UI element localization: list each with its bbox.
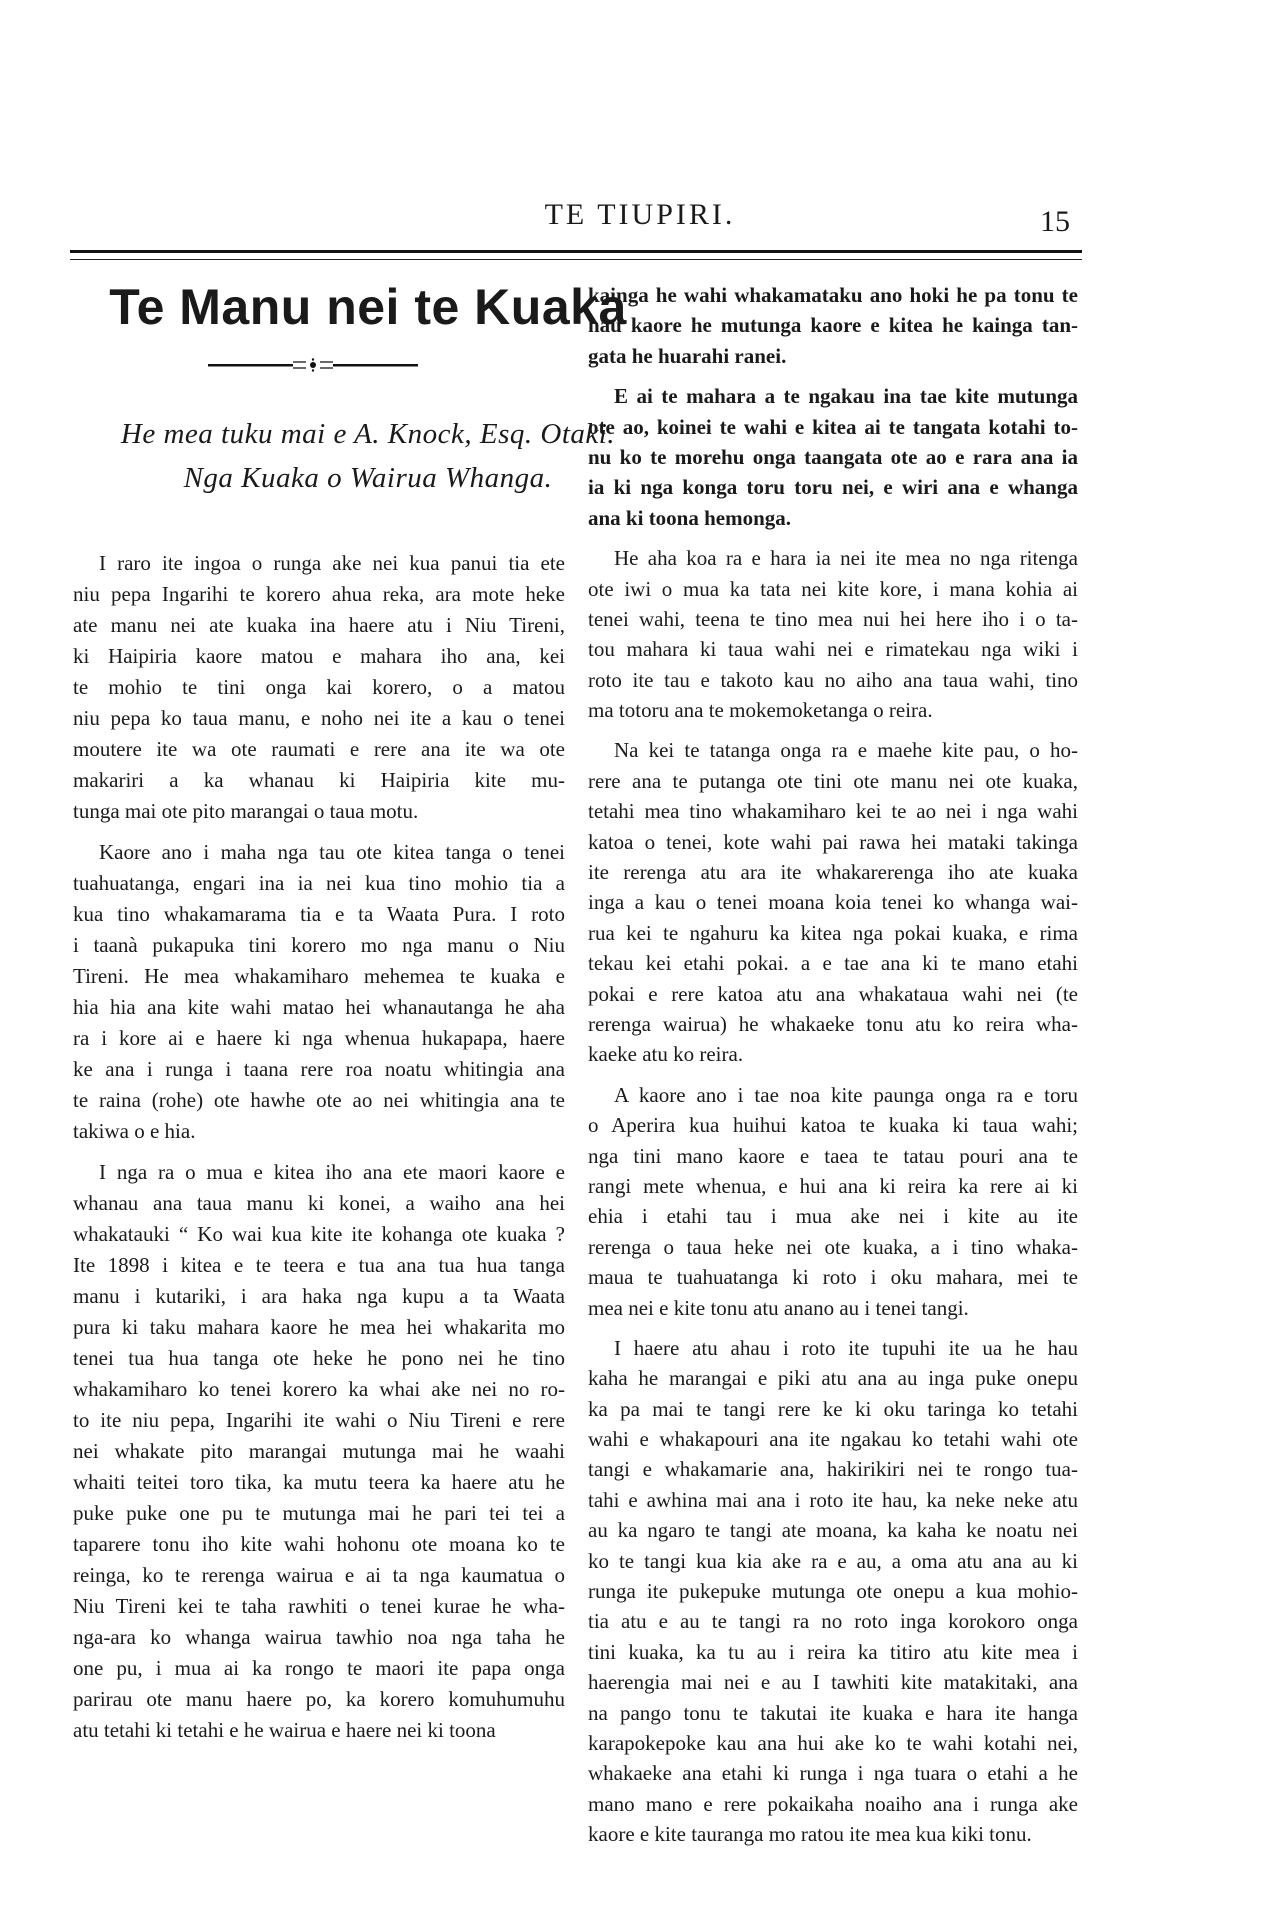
text-line: nga-ara ko whanga wairua tawhio noa nga taha he [73, 1625, 565, 1649]
text-line: Na kei te tatanga onga ra e maehe kite pau, o ho- [614, 738, 1078, 763]
text-line: kaeke atu ko reira. [588, 1042, 744, 1067]
paragraph [73, 837, 565, 1147]
text-line: atu tetahi ki tetahi e he wairua e haere nei ki toona [73, 1718, 496, 1742]
text-line: o Aperira kua huihui katoa te kuaka ki taua wahi; [588, 1113, 1078, 1138]
text-line: ote iwi o mua ka tata nei kite kore, i mana kohia ai [588, 576, 1078, 601]
text-line: au ka ngaro te tangi ate moana, ka kaha ke noatu nei [588, 1518, 1078, 1543]
text-line: ma totoru ana te mokemoketanga o reira. [588, 698, 933, 723]
text-line: puke puke one pu te mutunga mai he pari tei tei a [73, 1501, 565, 1525]
text-line: tou mahara ki taua wahi nei e rimatekau nga wiki i [588, 637, 1078, 662]
text-line: nga tini mano kaore e taea te tatau pouri ana te [588, 1143, 1078, 1168]
text-line: tini kuaka, ka tu au i reira ka titiro atu kite mea i [588, 1639, 1078, 1664]
article-title: Te Manu nei te Kuaka [109, 279, 627, 335]
paragraph [588, 1080, 1078, 1323]
text-line: tenei wahi, teena te tino mea nui hei here iho i o ta- [588, 606, 1078, 631]
text-line: pura ki taku mahara kaore he mea hei whakarita mo [73, 1315, 565, 1339]
header-rule-thick [70, 250, 1082, 253]
text-line: whanau ana taua manu ki konei, a waiho ana hei [73, 1191, 565, 1215]
text-line: kua tino whakamarama tia e ta Waata Pura. I roto [73, 902, 565, 926]
text-line: karapokepoke kau ana hui ake ko te wahi kotahi nei, [588, 1730, 1078, 1755]
text-line: tia atu e au te tangi ra no roto inga korokoro onga [588, 1609, 1078, 1634]
text-line: hau kaore he mutunga kaore e kitea he kainga tan- [588, 313, 1078, 338]
text-line: niu pepa ko taua manu, e noho nei ite a kau o tenei [73, 706, 565, 730]
text-line: I haere atu ahau i roto ite tupuhi ite ua he hau [614, 1335, 1078, 1360]
text-line: rerenga o taua heke nei ote kuaka, a i tino whaka- [588, 1234, 1078, 1259]
text-line: E ai te mahara a te ngakau ina tae kite mutunga [614, 384, 1078, 409]
text-line: kaha he marangai e piki atu ana au inga puke onepu [588, 1366, 1078, 1391]
text-line: rangi mete whenua, e hui ana ki reira ka rere ai ki [588, 1173, 1078, 1198]
text-line: taparere tonu iho kite wahi hohonu ote moana ko te [73, 1532, 565, 1556]
text-line: roto ite tau e takoto kau no aiho ana taua wahi, tino [588, 667, 1078, 692]
article-subtitle: Nga Kuaka o Wairua Whanga. [183, 462, 553, 494]
text-line: maua te tuahuatanga ki roto i oku mahara, mei te [588, 1265, 1078, 1290]
text-line: I raro ite ingoa o runga ake nei kua panui tia ete [99, 551, 565, 575]
text-line: kaore e kite tauranga mo ratou ite mea kua kiki tonu. [588, 1822, 1032, 1847]
ornament-divider-icon [208, 358, 418, 372]
text-line: rere ana te putanga ote tini ote manu nei ote kuaka, [588, 768, 1078, 793]
text-line: na pango tonu te takutai ite kuaka e hara ite hanga [588, 1700, 1078, 1725]
text-line: tenei tua hua tanga ote heke he pono nei he tino [73, 1346, 565, 1370]
paragraph [588, 543, 1078, 725]
text-line: moutere ite wa ote raumati e rere ana ite wa ote [73, 737, 565, 761]
text-line: ko te tangi kua kia ake ra e au, a oma atu ana au ki [588, 1548, 1078, 1573]
text-line: tekau kei etahi pokai. a e tae ana ki te mano etahi [588, 951, 1078, 976]
text-line: wahi e whakapouri ana ite ngakau ko tetahi wahi ote [588, 1427, 1078, 1452]
text-line: Kaore ano i maha nga tau ote kitea tanga o tenei [99, 840, 565, 864]
article-byline: He mea tuku mai e A. Knock, Esq. Otaki. [120, 418, 616, 450]
text-line: parirau ote manu haere po, ka korero komuhumuhu [73, 1687, 565, 1711]
text-line: niu pepa Ingarihi te korero ahua reka, ara mote heke [73, 582, 565, 606]
text-line: Niu Tireni kei te taha rawhiti o tenei kurae he wha- [73, 1594, 565, 1618]
text-line: ia ki nga konga toru toru nei, e wiri ana e whanga [588, 475, 1078, 500]
paragraph [73, 548, 565, 827]
text-line: takiwa o e hia. [73, 1119, 196, 1143]
text-line: gata he huarahi ranei. [588, 343, 787, 368]
text-line: mano mano e rere pokaikaha noaiho ana i runga ake [588, 1791, 1078, 1816]
text-line: tunga mai ote pito marangai o taua motu. [73, 799, 419, 823]
text-line: ke ana i runga i taana rere roa noatu whitingia ana [73, 1057, 565, 1081]
text-line: ote ao, koinei te wahi e kitea ai te tangata kotahi to- [588, 414, 1078, 439]
text-line: nei whakate pito marangai mutunga mai he waahi [73, 1439, 565, 1463]
text-line: runga ite pukepuke mutunga ote onepu a kua mohio- [588, 1579, 1078, 1604]
text-line: rerenga wairua) he whakaeke tonu atu ko reira wha- [588, 1011, 1078, 1036]
text-line: whaiti teitei toro tika, ka mutu teera ka haere atu he [73, 1470, 565, 1494]
text-line: whakatauki “ Ko wai kua kite ite kohanga ote kuaka ? [73, 1222, 565, 1246]
text-line: ate manu nei ate kuaka ina haere atu i Niu Tireni, [73, 613, 565, 637]
paragraph [588, 381, 1078, 533]
text-line: ite rerenga atu ara ite whakarerenga iho ate kuaka [588, 860, 1078, 885]
text-line: rua kei te ngahuru ka kitea nga pokai kuaka, e rima [588, 920, 1078, 945]
text-line: to ite niu pepa, Ingarihi ite wahi o Niu Tireni e rere [73, 1408, 565, 1432]
text-line: ana ki toona hemonga. [588, 505, 792, 530]
text-line: mea nei e kite tonu atu anano au i tenei tangi. [588, 1295, 969, 1320]
text-line: tuahuatanga, engari ina ia nei kua tino mohio tia a [73, 871, 565, 895]
text-line: ehia i etahi tau i mua ake nei i kite au ite [588, 1204, 1078, 1229]
text-line: te raina (rohe) ote hawhe ote ao nei whitingia ana te [73, 1088, 565, 1112]
text-line: reinga, ko te rerenga wairua e ai ta nga kaumatua o [73, 1563, 565, 1587]
text-line: A kaore ano i tae noa kite paunga onga ra e toru [614, 1082, 1078, 1107]
text-line: ka pa mai te tangi rere ke ki oku taringa ko tetahi [588, 1396, 1078, 1421]
text-line: inga a kau o tenei moana koia tenei ko whanga wai- [588, 890, 1078, 915]
left-text-column [73, 548, 565, 1756]
text-line: ra i kore ai e haere ki nga whenua hukapapa, haere [73, 1026, 565, 1050]
paragraph [588, 1333, 1078, 1850]
text-line: te mohio te tini onga kai korero, o a matou [73, 675, 565, 699]
text-line: I nga ra o mua e kitea iho ana ete maori kaore e [99, 1160, 565, 1184]
text-line: He aha koa ra e hara ia nei ite mea no nga ritenga [614, 546, 1078, 571]
text-line: whakamiharo ko tenei korero ka whai ake nei no ro- [73, 1377, 565, 1401]
text-line: one pu, i mua ai ka rongo te maori ite papa onga [73, 1656, 565, 1680]
text-line: i taanà pukapuka tini korero mo nga manu o Niu [73, 933, 565, 957]
paragraph [588, 280, 1078, 371]
text-line: Ite 1898 i kitea e te teera e tua ana tua hua tanga [73, 1253, 565, 1277]
text-line: ki Haipiria kaore matou e mahara iho ana, kei [73, 644, 565, 668]
text-line: pokai e rere katoa atu ana whakataua wahi nei (te [588, 981, 1078, 1006]
text-line: whakaeke ana etahi ki runga i nga tuara o etahi a he [588, 1761, 1078, 1786]
text-line: haerengia mai nei e au I tawhiti kite matakitaki, ana [588, 1670, 1078, 1695]
text-line: makariri a ka whanau ki Haipiria kite mu- [73, 768, 565, 792]
text-line: tetahi mea tino whakamiharo kei te ao nei i nga wahi [588, 799, 1078, 824]
paragraph [588, 735, 1078, 1069]
text-line: tangi e whakamarie ana, hakirikiri nei te rongo tua- [588, 1457, 1078, 1482]
text-line: tahi e awhina mai ana i roto ite hau, ka neke neke atu [588, 1487, 1078, 1512]
right-text-column [588, 280, 1078, 1860]
header-rule-thin [70, 259, 1082, 260]
running-head: TE TIUPIRI. [544, 198, 736, 231]
text-line: manu i kutariki, i ara haka nga kupu a ta Waata [73, 1284, 565, 1308]
text-line: katoa o tenei, kote wahi pai rawa hei mataki takinga [588, 829, 1078, 854]
text-line: nu ko te morehu onga taangata ote ao e rara ana ia [588, 444, 1078, 469]
text-line: hia hia ana kite wahi matao hei whanautanga he aha [73, 995, 565, 1019]
page-number: 15 [1040, 205, 1070, 238]
paragraph [73, 1157, 565, 1746]
text-line: Tireni. He mea whakamiharo mehemea te kuaka e [73, 964, 565, 988]
text-line: kainga he wahi whakamataku ano hoki he pa tonu te [588, 283, 1078, 307]
